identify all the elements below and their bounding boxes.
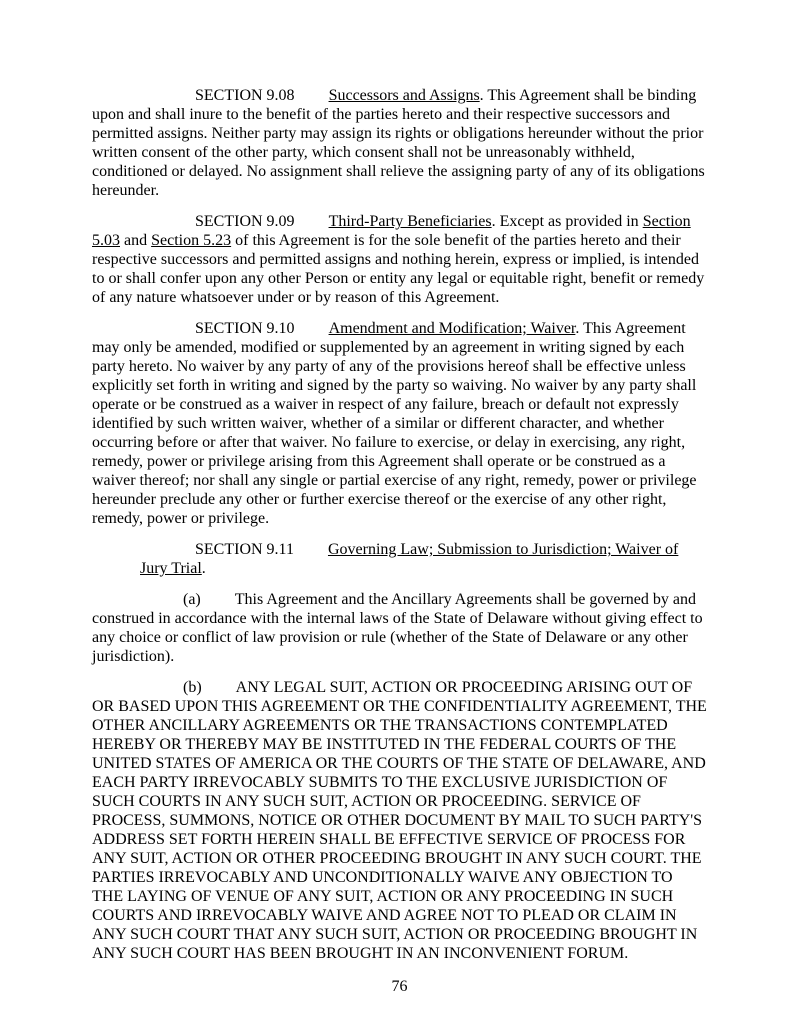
underlined-text: Successors and Assigns (328, 87, 480, 104)
document-body (92, 86, 707, 963)
underlined-text: Section 5.03 (92, 213, 691, 249)
section-9-08-paragraph (92, 86, 707, 200)
text-run: (b) (183, 679, 202, 696)
section-9-10-paragraph (92, 319, 707, 528)
underlined-text: Amendment and Modification; Waiver (328, 320, 576, 337)
text-run: SECTION 9.09 (195, 213, 295, 230)
text-run: SECTION 9.10 (195, 320, 295, 337)
text-run: of this Agreement is for the sole benefit of the parties hereto and their respective successors and permitted assigns and nothing herein, express or implied, is intended to or shall confer upon any other Person or entity any legal or equitable right, benefit or remedy of any nature whatsoever under or by reason of this Agreement. (92, 232, 705, 306)
clause-b-paragraph (92, 678, 707, 963)
text-run: . Except as provided in (491, 213, 643, 230)
section-9-09-paragraph (92, 212, 707, 307)
page-number: 76 (391, 978, 408, 995)
text-run: . This Agreement shall be binding upon and shall inure to the benefit of the parties hereto and their respective successors and permitted assigns. Neither party may assign its rights or obligations hereunder without the prior written consent of the other party, which consent shall not be unreasonably withheld, conditioned or delayed. No assignment shall relieve the assigning party of any of its obligations hereunder. (92, 87, 705, 199)
text-run: SECTION 9.11 (195, 541, 294, 558)
underlined-text: Governing Law; Submission to Jurisdiction; Waiver of Jury Trial (140, 541, 679, 577)
section-9-11-paragraph (92, 540, 707, 578)
text-run: . (201, 560, 206, 577)
text-run: ANY LEGAL SUIT, ACTION OR PROCEEDING ARISING OUT OF OR BASED UPON THIS AGREEMENT OR THE CONFIDENTIALITY AGREEMENT, THE OTHER ANCILLARY AGREEMENTS OR THE TRANSACTIONS CONTEMPLATED HEREBY OR THEREBY MAY BE INSTITUTED IN THE FEDERAL COURTS OF THE UNITED STATES OF AMERICA OR THE COURTS OF THE STATE OF DELAWARE, AND EACH PARTY IRREVOCABLY SUBMITS TO THE EXCLUSIVE JURISDICTION OF SUCH COURTS IN ANY SUCH SUIT, ACTION OR PROCEEDING. SERVICE OF PROCESS, SUMMONS, NOTICE OR OTHER DOCUMENT BY MAIL TO SUCH PARTY'S ADDRESS SET FORTH HEREIN SHALL BE EFFECTIVE SERVICE OF PROCESS FOR ANY SUIT, ACTION OR OTHER PROCEEDING BROUGHT IN ANY SUCH COURT. THE PARTIES IRREVOCABLY AND UNCONDITIONALLY WAIVE ANY OBJECTION TO THE LAYING OF VENUE OF ANY SUIT, ACTION OR ANY PROCEEDING IN SUCH COURTS AND IRREVOCABLY WAIVE AND AGREE NOT TO PLEAD OR CLAIM IN ANY SUCH COURT THAT ANY SUCH SUIT, ACTION OR PROCEEDING BROUGHT IN ANY SUCH COURT HAS BEEN BROUGHT IN AN INCONVENIENT FORUM. (92, 679, 707, 962)
underlined-text: Third-Party Beneficiaries (328, 213, 492, 230)
text-run: . This Agreement may only be amended, modified or supplemented by an agreement in writing signed by each party hereto. No waiver by any party of any of the provisions hereof shall be effective unless explicitly set forth in writing and signed by the party so waiving. No waiver by any party shall operate or be construed as a waiver in respect of any failure, breach or default not expressly identified by such written waiver, whether of a similar or different character, and whether occurring before or after that waiver. No failure to exercise, or delay in exercising, any right, remedy, power or privilege arising from this Agreement shall operate or be construed as a waiver thereof; nor shall any single or partial exercise of any right, remedy, power or privilege hereunder preclude any other or further exercise thereof or the exercise of any other right, remedy, power or privilege. (92, 320, 697, 527)
text-run: and (120, 232, 152, 249)
underlined-text: Section 5.23 (151, 232, 232, 249)
text-run: This Agreement and the Ancillary Agreements shall be governed by and construed in accordance with the internal laws of the State of Delaware without giving effect to any choice or conflict of law provision or rule (whether of the State of Delaware or any other jurisdiction). (92, 591, 703, 665)
clause-a-paragraph (92, 590, 707, 666)
text-run: SECTION 9.08 (195, 87, 295, 104)
text-run: (a) (183, 591, 201, 608)
